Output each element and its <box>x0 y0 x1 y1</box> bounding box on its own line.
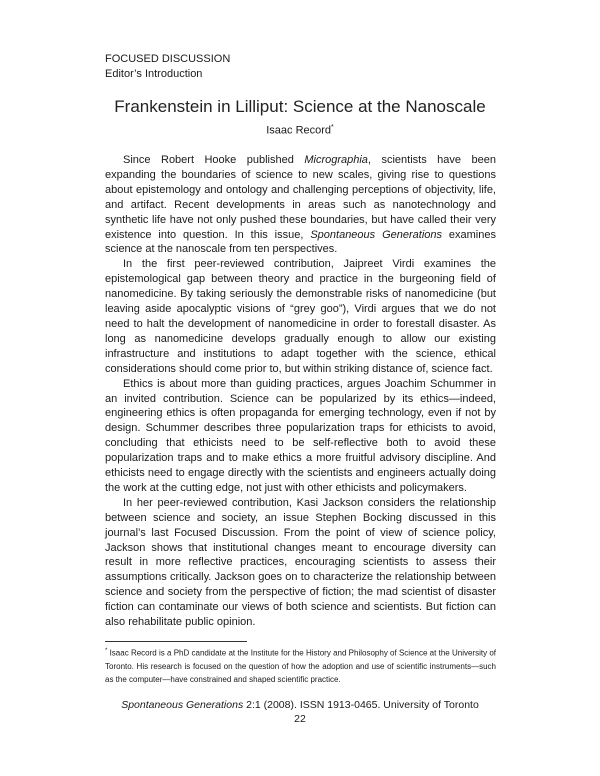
author-name: Isaac Record <box>266 124 332 137</box>
emphasis-micrographia: Micrographia <box>304 154 368 166</box>
author-footnote <box>105 645 496 686</box>
section-header <box>105 52 230 82</box>
citation-details: 2:1 (2008). ISSN 1913-0465. University of Toronto <box>243 699 479 711</box>
subsection-label: Editor’s Introduction <box>105 68 203 80</box>
page-number: 22 <box>294 713 306 725</box>
paragraph-2: In the first peer-reviewed contribution, Jaipreet Virdi examines the epistemological gap between theory and practice in the burgeoning field of nanomedicine. By taking seriously the demonstrable risks of nanomedicine (but leaving aside apocalyptic visions of “grey goo”), Virdi argues that we do not need to halt the development of nanomedicine in order to forestall disaster. As long as nanomedicine develops gradually enough to allow our existing infrastructure and institutions to adapt together with the science, ethical considerations should come prior to, but within striking distance of, science fact. <box>105 258 496 375</box>
author-footnote-mark: * <box>331 124 334 131</box>
article-title: Frankenstein in Lilliput: Science at the Nanoscale <box>114 97 486 116</box>
article-body <box>105 153 496 630</box>
footnote-divider <box>105 641 247 642</box>
footnote-mark: * <box>105 648 108 654</box>
emphasis-journal-name: Spontaneous Generations <box>310 228 442 241</box>
section-label: FOCUSED DISCUSSION <box>105 53 231 65</box>
article-author <box>0 120 600 139</box>
paragraph-3: Ethics is about more than guiding practices, argues Joachim Schummer in an invited contribution. Science can be popularized by its ethics—indeed, engineering ethics is often propaganda for emerging technology, even if not by design. Schummer describes three popularization traps for ethicists to avoid, concluding that ethicists need to be self-reflective both to avoid these popularization traps and to make ethics a more fruitful advisory discipline. And ethicists need to engage directly with the scientists and engineers actually doing the work at the cutting edge, not just with other ethicists and policymakers. <box>105 377 496 494</box>
paragraph-1: Since Robert Hooke published Micrographia, scientists have been expanding the boundaries of science to new scales, giving rise to questions about epistemology and ontology and challenging perceptions of objectivity, life, and artifact. Recent developments in areas such as nanotechnology and synthetic life have not only pushed these boundaries, but have called their very existence into question. In this issue, Spontaneous Generations examines science at the nanoscale from ten perspectives. <box>105 154 496 256</box>
paragraph-4: In her peer-reviewed contribution, Kasi Jackson considers the relationship between science and society, an issue Stephen Bocking discussed in this journal’s last Focused Discussion. From the point of view of science policy, Jackson shows that institutional changes meant to encourage diversity can result in more reflective practices, encouraging scientists to assess their assumptions critically. Jackson goes on to characterize the relationship between science and society from the perspective of fiction; the mad scientist of disaster fiction can contaminate our views of both science and scientists. But fiction can also rehabilitate public opinion. <box>105 496 496 629</box>
journal-title: Spontaneous Generations <box>121 699 244 711</box>
footnote-text: Isaac Record is a PhD candidate at the Institute for the History and Philosophy of Science at the University of Toronto. His research is focused on the question of how the adoption and use of scientific instruments—such as the computer—have constrained and shaped scientific practice. <box>105 648 496 684</box>
journal-citation <box>0 698 600 712</box>
